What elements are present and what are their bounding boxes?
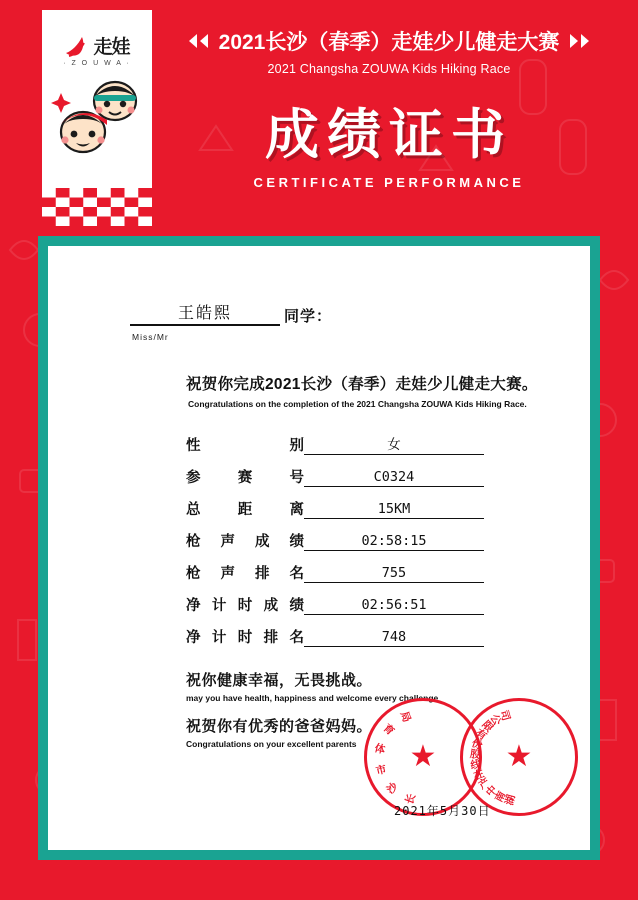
label-char: 声 <box>220 566 235 582</box>
certificate-title-en: CERTIFICATE PERFORMANCE <box>253 175 525 190</box>
issue-date: 2021年5月30日 <box>394 804 491 818</box>
result-field-value: 02:56:51 <box>304 597 484 615</box>
stamp-char: 线 <box>469 758 482 772</box>
result-fields <box>186 433 538 647</box>
label-char: 排 <box>263 630 279 646</box>
result-field-value: 748 <box>304 629 484 647</box>
label-char: 性 <box>186 438 201 454</box>
result-field-label <box>186 466 304 487</box>
result-field-label <box>186 626 304 647</box>
stamp-char: 育 <box>380 721 397 738</box>
result-field-label <box>186 562 304 583</box>
label-char: 名 <box>289 630 304 646</box>
stamp-char: 南 <box>492 789 509 805</box>
label-char: 成 <box>263 598 279 614</box>
stamps-area <box>334 698 574 828</box>
result-field-row <box>186 466 538 487</box>
label-char: 绩 <box>289 598 304 614</box>
label-char: 号 <box>289 470 304 486</box>
label-char: 参 <box>186 470 201 486</box>
label-char: 计 <box>211 630 227 646</box>
label-char: 时 <box>237 630 253 646</box>
result-field-label <box>186 530 304 551</box>
label-char: 绩 <box>289 534 304 550</box>
stamp-char: 体 <box>373 742 387 757</box>
stamp-char: 沙 <box>384 780 401 797</box>
result-field-row <box>186 626 538 647</box>
label-char: 枪 <box>186 566 201 582</box>
result-field-row <box>186 594 538 615</box>
mascot-illustration <box>47 75 147 165</box>
stamp-char: 份 <box>469 737 484 752</box>
label-char: 别 <box>289 438 304 454</box>
result-field-label <box>186 498 304 519</box>
result-field-row <box>186 433 538 455</box>
certificate-paper <box>48 246 590 850</box>
label-char: 名 <box>289 566 304 582</box>
result-field-value: C0324 <box>304 469 484 487</box>
title-block <box>160 26 618 190</box>
stamp-char: 市 <box>374 763 388 778</box>
label-char: 声 <box>220 534 235 550</box>
result-field-label <box>186 594 304 615</box>
recipient-name-suffix: 同学： <box>284 308 333 325</box>
logo-subtext: · Z O U W A · <box>63 60 131 67</box>
race-title-en: 2021 Changsha ZOUWA Kids Hiking Race <box>267 62 511 76</box>
star-icon: ★ <box>409 740 437 773</box>
label-char: 枪 <box>186 534 201 550</box>
official-stamp-right <box>460 698 578 816</box>
left-deco-icon <box>189 34 211 48</box>
label-char: 净 <box>186 598 201 614</box>
label-char: 净 <box>186 630 201 646</box>
stamp-char: 局 <box>397 709 413 724</box>
recipient-name-row <box>130 300 538 326</box>
stamp-char: 在 <box>472 767 487 783</box>
stamp-char: 湖 <box>503 793 518 807</box>
right-deco-icon <box>567 34 589 48</box>
stamp-char: 公 <box>487 712 504 728</box>
race-title-cn: 2021长沙（春季）走娃少儿健走大赛 <box>218 31 560 54</box>
wish-cn: 祝贺你有优秀的爸爸妈妈。 <box>186 718 373 735</box>
race-title-cn-row <box>160 26 618 56</box>
stamp-char: 长 <box>403 792 419 807</box>
label-char: 赛 <box>237 470 253 486</box>
logo-wordmark <box>64 32 129 59</box>
stamp-char: 限 <box>479 718 496 735</box>
logo-box <box>42 10 152 188</box>
result-field-value: 15KM <box>304 501 484 519</box>
congratulation-cn: 祝贺你完成2021长沙（春季）走娃少儿健走大赛。 <box>186 376 538 393</box>
result-field-value: 02:58:15 <box>304 533 484 551</box>
result-field-row <box>186 498 538 519</box>
result-field-row <box>186 530 538 551</box>
label-char: 计 <box>211 598 227 614</box>
wish-cn: 祝你健康幸福，无畏挑战。 <box>186 672 373 689</box>
star-icon: ★ <box>505 740 533 773</box>
wish-en: may you have health, happiness and welcome every challenge <box>186 693 439 703</box>
stamp-char: 中 <box>483 783 500 800</box>
stamp-char: 产 <box>476 776 493 792</box>
stamp-char: 司 <box>497 708 512 723</box>
label-char: 排 <box>255 566 270 582</box>
result-field-label <box>186 434 304 455</box>
logo-text: 走娃 <box>93 37 130 58</box>
certificate-title-cn: 成绩证书 <box>265 105 513 165</box>
result-field-row <box>186 562 538 583</box>
label-char: 总 <box>186 502 201 518</box>
swoosh-icon <box>64 33 90 59</box>
recipient-name-en-label: Miss/Mr <box>132 332 169 342</box>
label-char: 成 <box>255 534 270 550</box>
result-field-value: 755 <box>304 565 484 583</box>
header <box>0 0 638 200</box>
result-field-value: 女 <box>304 433 484 455</box>
label-char: 距 <box>237 502 253 518</box>
certificate-frame <box>38 236 600 860</box>
congratulation-en: Congratulations on the completion of the 2021 Changsha ZOUWA Kids Hiking Race. <box>188 399 527 409</box>
stamp-char: 股 <box>469 748 482 762</box>
checker-flag-strip <box>42 188 152 226</box>
wish-en: Congratulations on your excellent parents <box>186 739 357 749</box>
label-char: 时 <box>237 598 253 614</box>
label-char: 离 <box>289 502 304 518</box>
recipient-name: 王皓熙 <box>130 300 280 326</box>
stamp-char: 有 <box>473 727 489 743</box>
